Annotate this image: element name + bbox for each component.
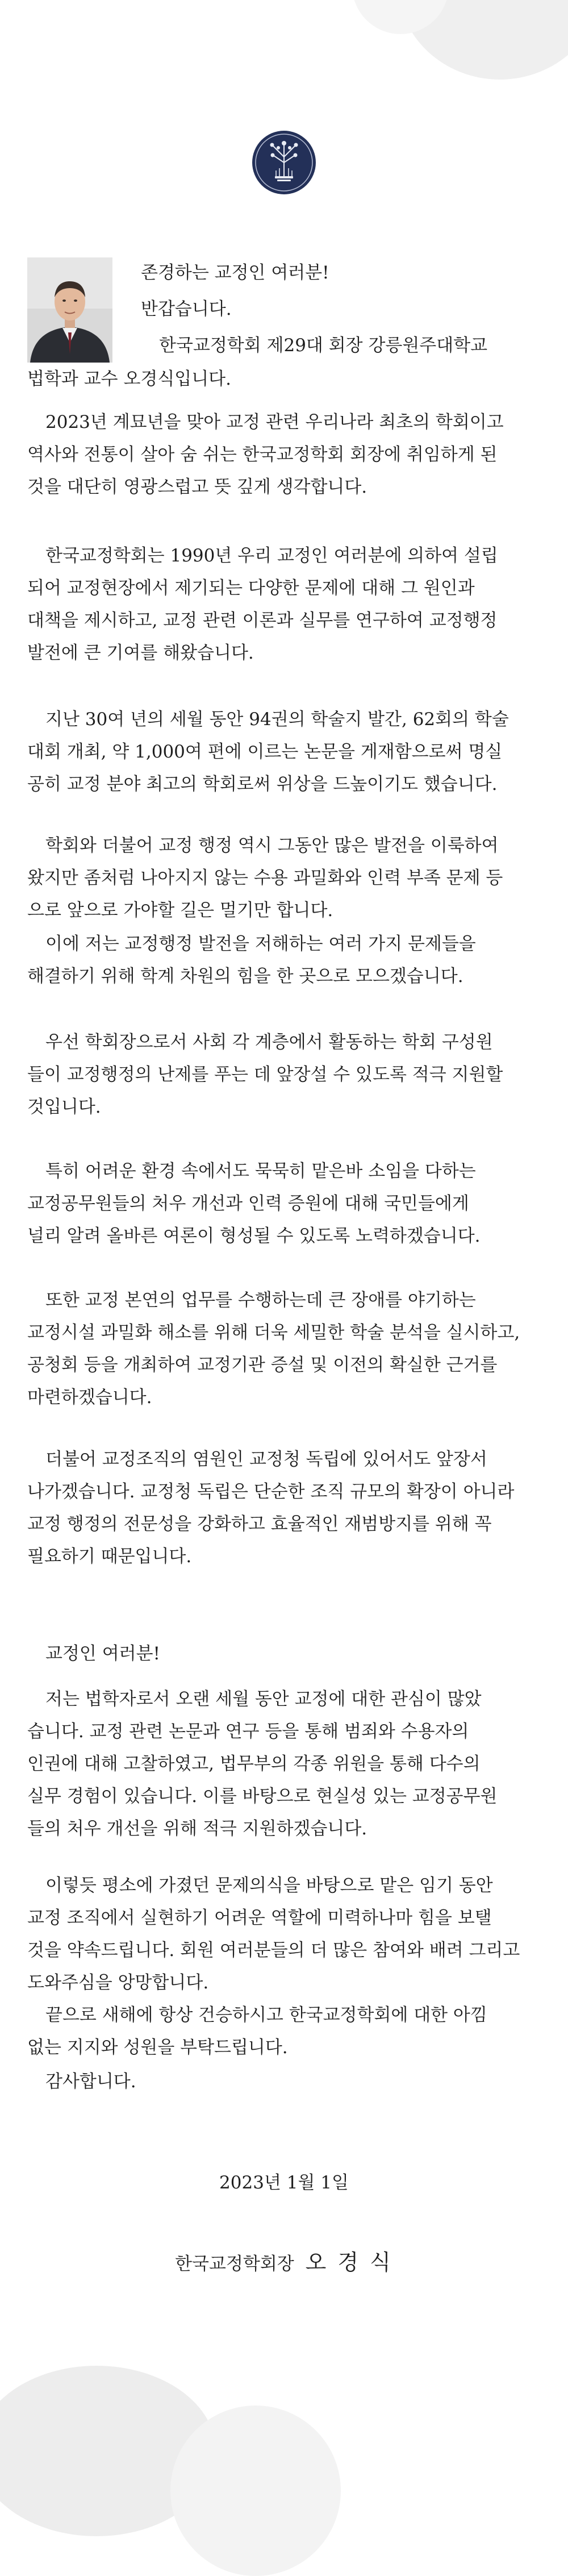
paragraph-7: 특히 어려운 환경 속에서도 묵묵히 맡은바 소임을 다하는 교정공무원들의 처우 개선과 인력 증원에 대해 국민들에게 널리 알려 올바른 여론이 형성될 수 있도록 노력하겠습니다. — [27, 1161, 481, 1246]
paragraph-11: 이렇듯 평소에 가졌던 문제의식을 바탕으로 맡은 임기 동안 교정 조직에서 실현하기 어려운 역할에 미력하나마 힘을 보탤 것을 약속드립니다. 회원 여러분들의 더 많은 참여와 배려 그리고 도와주심을 앙망합니다. — [27, 1875, 520, 1993]
address-line: 교정인 여러분! — [45, 1643, 160, 1664]
paragraph-12: 끝으로 새해에 항상 건승하시고 한국교정학회에 대한 아낌 없는 지지와 성원을 부탁드립니다. — [27, 2005, 487, 2058]
paragraph-3: 지난 30여 년의 세월 동안 94권의 학술지 발간, 62회의 학술 대회 개최, 약 1,000여 편에 이르는 논문을 게재함으로써 명실 공히 교정 분야 최고의 학회로써 위상을 드높이기도 했습니다. — [27, 709, 509, 794]
paragraph-9: 더불어 교정조직의 염원인 교정청 독립에 있어서도 앞장서 나가겠습니다. 교정청 독립은 단순한 조직 규모의 확장이 아니라 교정 행정의 전문성을 강화하고 효율적인 재범방지를 위해 꼭 필요하기 때문입니다. — [27, 1449, 515, 1567]
intro-line-1: 한국교정학회 제29대 회장 강릉원주대학교 — [159, 335, 488, 356]
hello-line: 반갑습니다. — [141, 299, 232, 319]
greeting-line: 존경하는 교정인 여러분! — [141, 263, 329, 283]
paragraph-5: 이에 저는 교정행정 발전을 저해하는 여러 가지 문제들을 해결하기 위해 학계 차원의 힘을 한 곳으로 모으겠습니다. — [27, 934, 476, 987]
paragraph-4: 학회와 더불어 교정 행정 역시 그동안 많은 발전을 이룩하여 왔지만 좀처럼 나아지지 않는 수용 과밀화와 인력 부족 문제 등 으로 앞으로 가야할 길은 멀기만 합니다. — [27, 835, 503, 921]
intro-line-2: 법학과 교수 오경식입니다. — [27, 369, 231, 389]
paragraph-6: 우선 학회장으로서 사회 각 계층에서 활동하는 학회 구성원 들이 교정행정의 난제를 푸는 데 앞장설 수 있도록 적극 지원할 것입니다. — [27, 1032, 503, 1117]
signature-title: 한국교정학회장 — [175, 2254, 294, 2274]
signature — [0, 2245, 568, 2276]
paragraph-10: 저는 법학자로서 오랜 세월 동안 교정에 대한 관심이 많았 습니다. 교정 관련 논문과 연구 등을 통해 범죄와 수용자의 인권에 대해 고찰하였고, 법무부의 각종 위원을 통해 다수의 실무 경험이 있습니다. 이를 바탕으로 현실성 있는 교정공무원 들의 처우 개선을 위해 적극 지원하겠습니다. — [27, 1689, 498, 1839]
letter-body — [27, 0, 541, 2440]
signature-name: 오 경 식 — [305, 2250, 393, 2275]
letter-date: 2023년 1월 1일 — [219, 2173, 349, 2193]
paragraph-2: 한국교정학회는 1990년 우리 교정인 여러분에 의하여 설립 되어 교정현장에서 제기되는 다양한 문제에 대해 그 원인과 대책을 제시하고, 교정 관련 이론과 실무를 연구하여 교정행정 발전에 큰 기여를 해왔습니다. — [27, 546, 498, 663]
paragraph-8: 또한 교정 본연의 업무를 수행하는데 큰 장애를 야기하는 교정시설 과밀화 해소를 위해 더욱 세밀한 학술 분석을 실시하고, 공청회 등을 개최하여 교정기관 증설 및 이전의 확실한 근거를 마련하겠습니다. — [27, 1290, 520, 1408]
paragraph-1: 2023년 계묘년을 맞아 교정 관련 우리나라 최초의 학회이고 역사와 전통이 살아 숨 쉬는 한국교정학회 회장에 취임하게 된 것을 대단히 영광스럽고 뜻 깊게 생각합니다. — [27, 412, 504, 497]
thanks-line: 감사합니다. — [45, 2071, 136, 2092]
